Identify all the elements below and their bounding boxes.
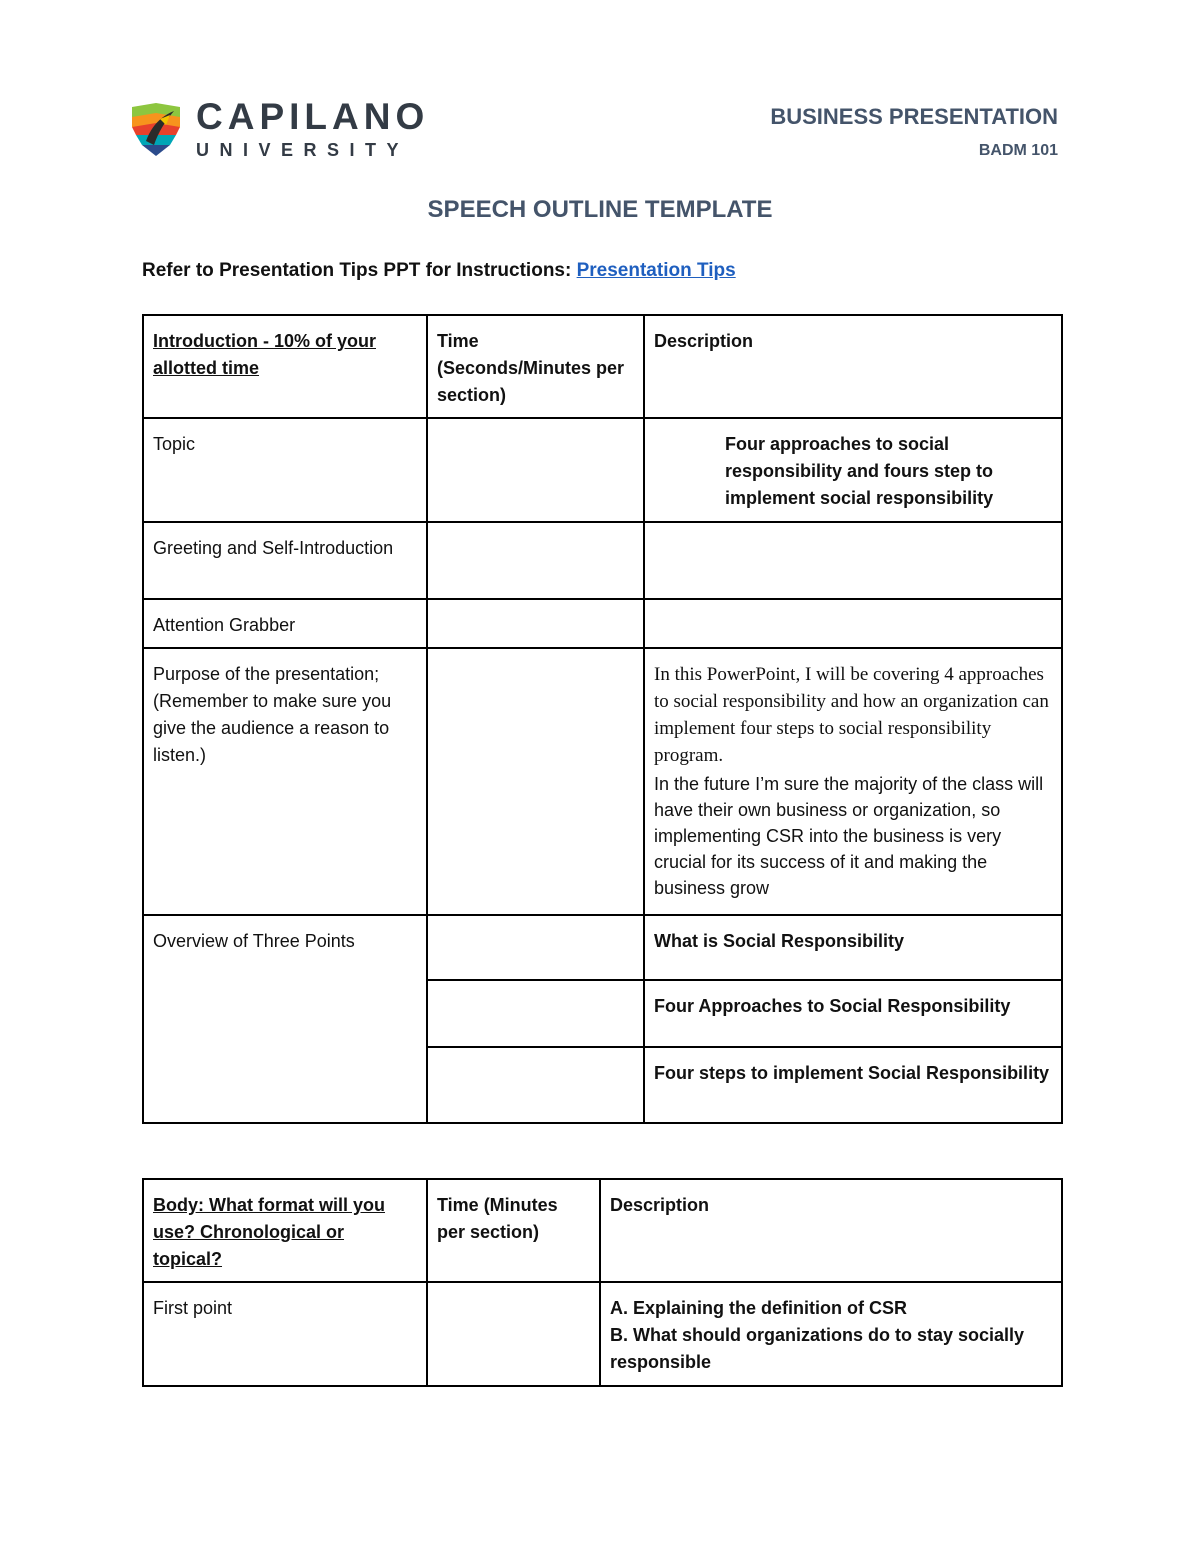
row-description-topic[interactable]: Four approaches to social responsibility and fours step to implement social responsibility xyxy=(644,418,1062,522)
body-header-description: Description xyxy=(600,1179,1062,1282)
table-row xyxy=(143,1282,1062,1386)
table-row xyxy=(143,418,1062,522)
intro-header-description: Description xyxy=(644,315,1062,418)
row-label-greeting: Greeting and Self-Introduction xyxy=(143,522,427,599)
logo-wordmark-capilano: CAPILANO xyxy=(196,96,430,137)
presentation-tips-link[interactable]: Presentation Tips xyxy=(576,260,736,281)
refer-instruction xyxy=(142,260,736,282)
university-crest-icon xyxy=(130,101,182,157)
refer-text: Refer to Presentation Tips PPT for Instructions: xyxy=(142,260,572,281)
intro-header-time: Time (Seconds/Minutes per section) xyxy=(427,315,644,418)
introduction-table xyxy=(142,314,1063,1124)
table-row xyxy=(143,599,1062,648)
row-time-attention[interactable] xyxy=(427,599,644,648)
table-header-row xyxy=(143,315,1062,418)
table-row xyxy=(143,648,1062,915)
body-header-section: Body: What format will you use? Chronological or topical? xyxy=(143,1179,427,1282)
table-row xyxy=(143,522,1062,599)
row-time-greeting[interactable] xyxy=(427,522,644,599)
row-time-first-point[interactable] xyxy=(427,1282,600,1386)
overview-point-3[interactable]: Four steps to implement Social Responsibility xyxy=(644,1047,1062,1123)
intro-header-section: Introduction - 10% of your allotted time xyxy=(143,315,427,418)
purpose-description-paragraph-2: In the future I’m sure the majority of the class will have their own business or organization, so implementing CSR into the business is very crucial for its success of it and making the business grow xyxy=(654,774,1044,898)
first-point-item-b: B. What should organizations do to stay socially responsible xyxy=(610,1325,1025,1372)
row-description-first-point[interactable] xyxy=(600,1282,1062,1386)
overview-point-2[interactable]: Four Approaches to Social Responsibility xyxy=(644,980,1062,1047)
row-label-topic: Topic xyxy=(143,418,427,522)
row-description-purpose[interactable] xyxy=(644,648,1062,915)
row-time-topic[interactable] xyxy=(427,418,644,522)
row-label-first-point: First point xyxy=(143,1282,427,1386)
document-title: SPEECH OUTLINE TEMPLATE xyxy=(427,196,773,223)
row-label-attention: Attention Grabber xyxy=(143,599,427,648)
overview-time-1[interactable] xyxy=(427,915,644,980)
row-description-attention[interactable] xyxy=(644,599,1062,648)
row-label-overview: Overview of Three Points xyxy=(143,915,427,1123)
course-code: BADM 101 xyxy=(978,142,1058,159)
overview-point-1[interactable]: What is Social Responsibility xyxy=(644,915,1062,980)
body-table xyxy=(142,1178,1063,1387)
course-title: BUSINESS PRESENTATION xyxy=(770,104,1058,129)
purpose-description-paragraph: In this PowerPoint, I will be covering 4 approaches to social responsibility and how an organization can implement four steps to social responsibility program. xyxy=(654,664,1049,766)
row-time-purpose[interactable] xyxy=(427,648,644,915)
table-row xyxy=(143,915,1062,980)
overview-time-3[interactable] xyxy=(427,1047,644,1123)
overview-time-2[interactable] xyxy=(427,980,644,1047)
body-header-time: Time (Minutes per section) xyxy=(427,1179,600,1282)
first-point-item-a: A. Explaining the definition of CSR xyxy=(610,1298,907,1318)
university-logo xyxy=(130,98,429,159)
row-label-purpose: Purpose of the presentation; (Remember to make sure you give the audience a reason to listen.) xyxy=(143,648,427,915)
row-description-greeting[interactable] xyxy=(644,522,1062,599)
table-header-row xyxy=(143,1179,1062,1282)
logo-wordmark-university: UNIVERSITY xyxy=(196,140,410,160)
